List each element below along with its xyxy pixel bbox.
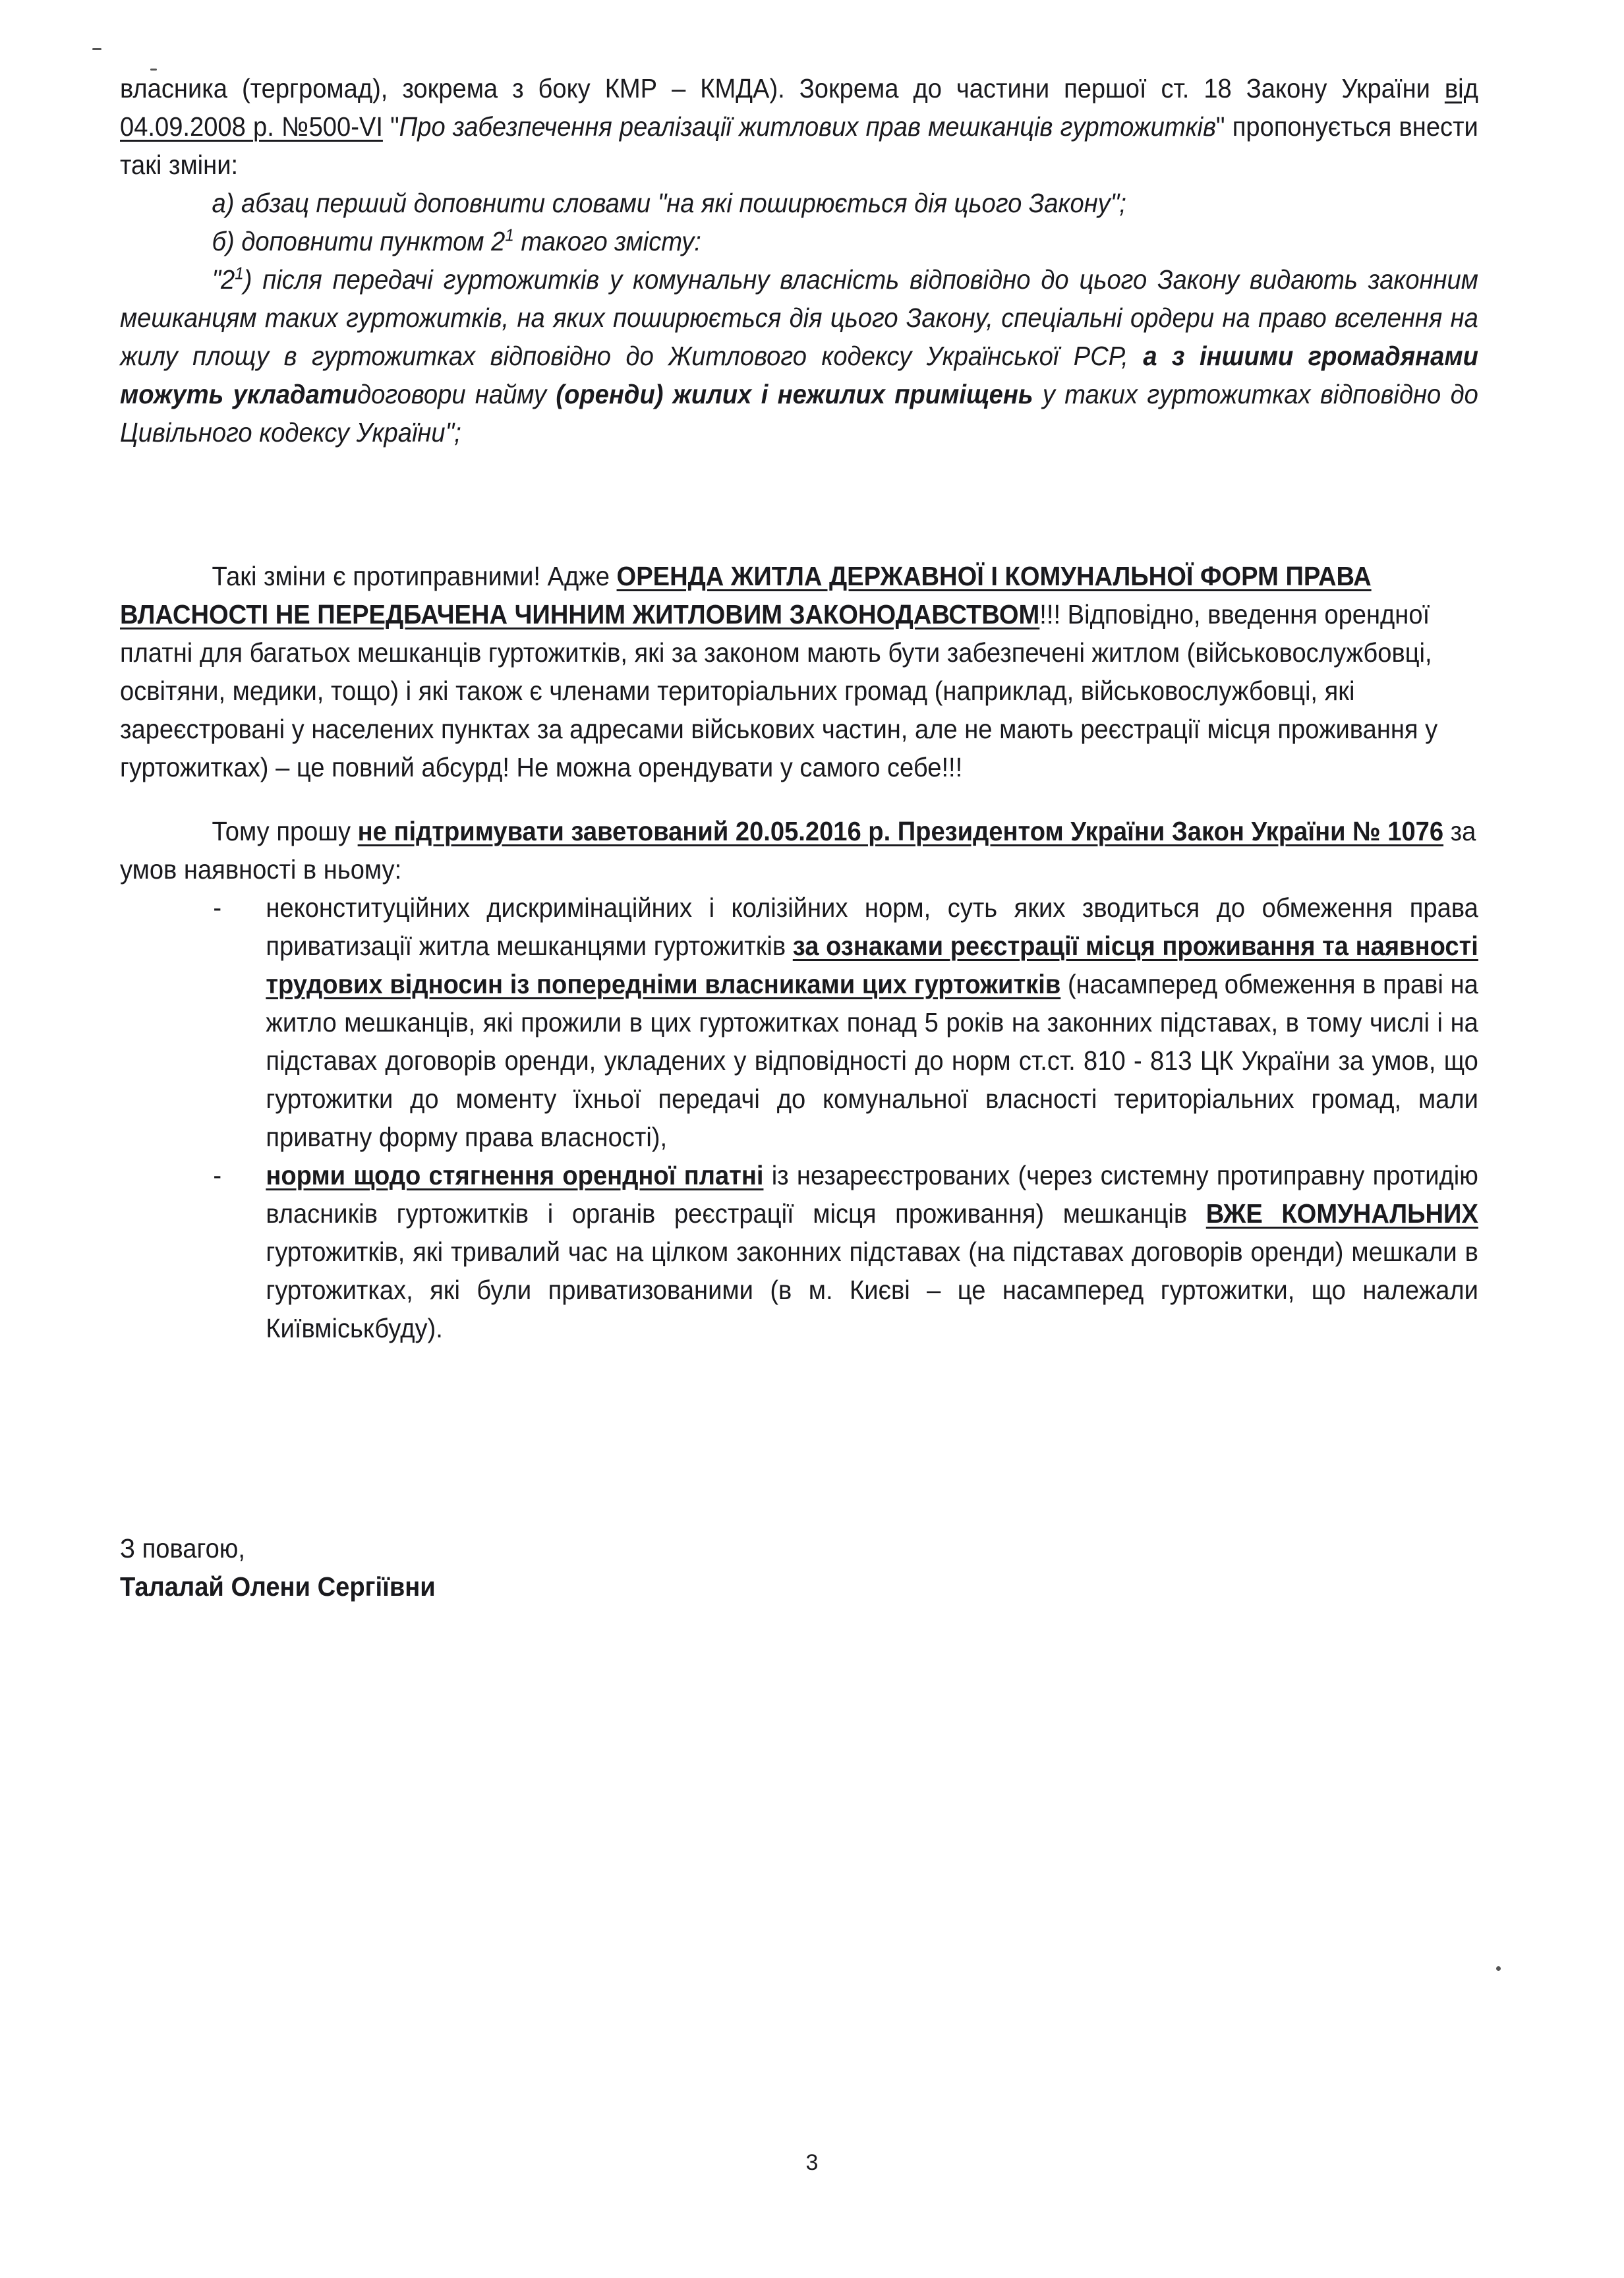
- law-reference: від 04.09.2008 р. №500-VI: [120, 73, 1478, 142]
- list-item-emphasis: ВЖЕ КОМУНАЛЬНИХ: [1205, 1198, 1478, 1229]
- page-number: 3: [805, 2150, 819, 2175]
- dash-marker: -: [213, 1160, 222, 1190]
- list-item-emphasis: норми щодо стягнення орендної платні: [266, 1160, 764, 1190]
- superscript: 1: [505, 225, 514, 245]
- amendment-text-part: договори найму: [357, 379, 556, 409]
- closing-block: [120, 1529, 436, 1606]
- list-item-emphasis: за ознаками реєстрації місця проживання та наявності трудових відносин із попередніми власниками цих гуртожитків: [266, 931, 1478, 999]
- amendment-quote: [120, 260, 1478, 452]
- amendment-text-part: ) після передачі гуртожитків у комунальну власність відповідно до цього Закону видають законним мешканцям таких гуртожитків, на яких поширюється дія цього Закону, спеціальні ордери на право вселення на жилу площу в гуртожитках відповідно до Житлового кодексу Української РСР,: [120, 264, 1478, 371]
- amendment-section: [120, 69, 1478, 452]
- request-intro: Тому прошу: [212, 816, 358, 846]
- amendment-b-text-end: такого змісту:: [513, 226, 701, 256]
- amendment-b-text: б) доповнити пунктом 2: [212, 226, 506, 256]
- request-body: за умов наявності в ньому:: [120, 816, 1476, 885]
- quote-open: "2: [212, 264, 235, 295]
- superscript: 1: [235, 263, 244, 283]
- list-item-text: із незареєстрованих (через системну протиправну протидію власників гуртожитків і органів реєстрації місця проживання) мешканців: [266, 1160, 1478, 1229]
- objection-emphasis: ОРЕНДА ЖИТЛА ДЕРЖАВНОЇ І КОМУНАЛЬНОЇ ФОРМ ПРАВА ВЛАСНОСТІ НЕ ПЕРЕДБАЧЕНА ЧИННИМ ЖИТЛОВИМ ЗАКОНОДАВСТВОМ: [120, 561, 1372, 629]
- quote-open: ": [382, 111, 399, 142]
- law-title: Про забезпечення реалізації житлових прав мешканців гуртожитків: [399, 111, 1217, 142]
- list-item: [120, 889, 1478, 1156]
- amendment-a: а) абзац перший доповнити словами "на які поширюється дія цього Закону";: [212, 188, 1126, 218]
- intro-text-end: " пропонується внести такі зміни:: [120, 111, 1478, 180]
- objection-body: !!! Відповідно, введення орендної платні для багатьох мешканців гуртожитків, які за законом мають бути забезпечені житлом (військовослужбовці, освітяни, медики, тощо) і які також є членами територіальних громад (наприклад, військовослужбовці, які зареєстровані у населених пунктах за адресами військових частин, але не мають реєстрації місця проживання у гуртожитках) – це повний абсурд! Не можна орендувати у самого себе!!!: [120, 599, 1438, 782]
- objection-text: [120, 557, 1478, 786]
- amendment-bold-text: а з іншими громадянами можуть укладати: [120, 341, 1478, 409]
- dash-marker: -: [213, 892, 222, 923]
- salutation: З повагою,: [120, 1533, 245, 1563]
- request-section: [120, 812, 1478, 1347]
- intro-text: власника (тергромад), зокрема з боку КМР – КМДА). Зокрема до частини першої ст. 18 Закону України: [120, 73, 1445, 103]
- request-paragraph: [120, 812, 1478, 889]
- list-item-text-end: (насамперед обмеження в праві на житло мешканців, які прожили в цих гуртожитках понад 5 років на законних підставах, в тому числі і на підставах договорів оренди, укладених у відповідності до норм ст.ст. 810 - 813 ЦК України за умов, що гуртожитки до моменту їхньої передачі до комунальної власності територіальних громад, мали приватну форму права власності),: [266, 969, 1478, 1152]
- scan-speck: [1496, 1966, 1501, 1971]
- intro-paragraph: [120, 69, 1478, 184]
- signatory-name: Талалай Олени Сергіївни: [120, 1571, 436, 1602]
- amendment-text-part: у таких гуртожитках відповідно до Цивільного кодексу України";: [120, 379, 1478, 448]
- amendment-b: [120, 222, 1478, 260]
- scan-speck: [92, 48, 102, 50]
- objection-paragraph: [120, 557, 1478, 786]
- request-emphasis: не підтримувати заветований 20.05.2016 р. Президентом України Закон України № 1076: [357, 816, 1444, 846]
- list-item-text-end: гуртожитків, які тривалий час на цілком законних підставах (на підставах договорів оренди) мешкали в гуртожитках, які були приватизованими (в м. Києві – це насамперед гуртожитки, що належали Київміськбуду).: [266, 1237, 1478, 1343]
- conditions-list: [120, 889, 1478, 1347]
- objection-intro: Такі зміни є протиправними! Адже: [212, 561, 617, 591]
- list-item-text: неконституційних дискримінаційних і колізійних норм, суть яких зводиться до обмеження права приватизації житла мешканцями гуртожитків: [266, 892, 1478, 961]
- amendment-bold-text: (оренди) жилих і нежилих приміщень: [556, 379, 1033, 409]
- list-item: [120, 1156, 1478, 1347]
